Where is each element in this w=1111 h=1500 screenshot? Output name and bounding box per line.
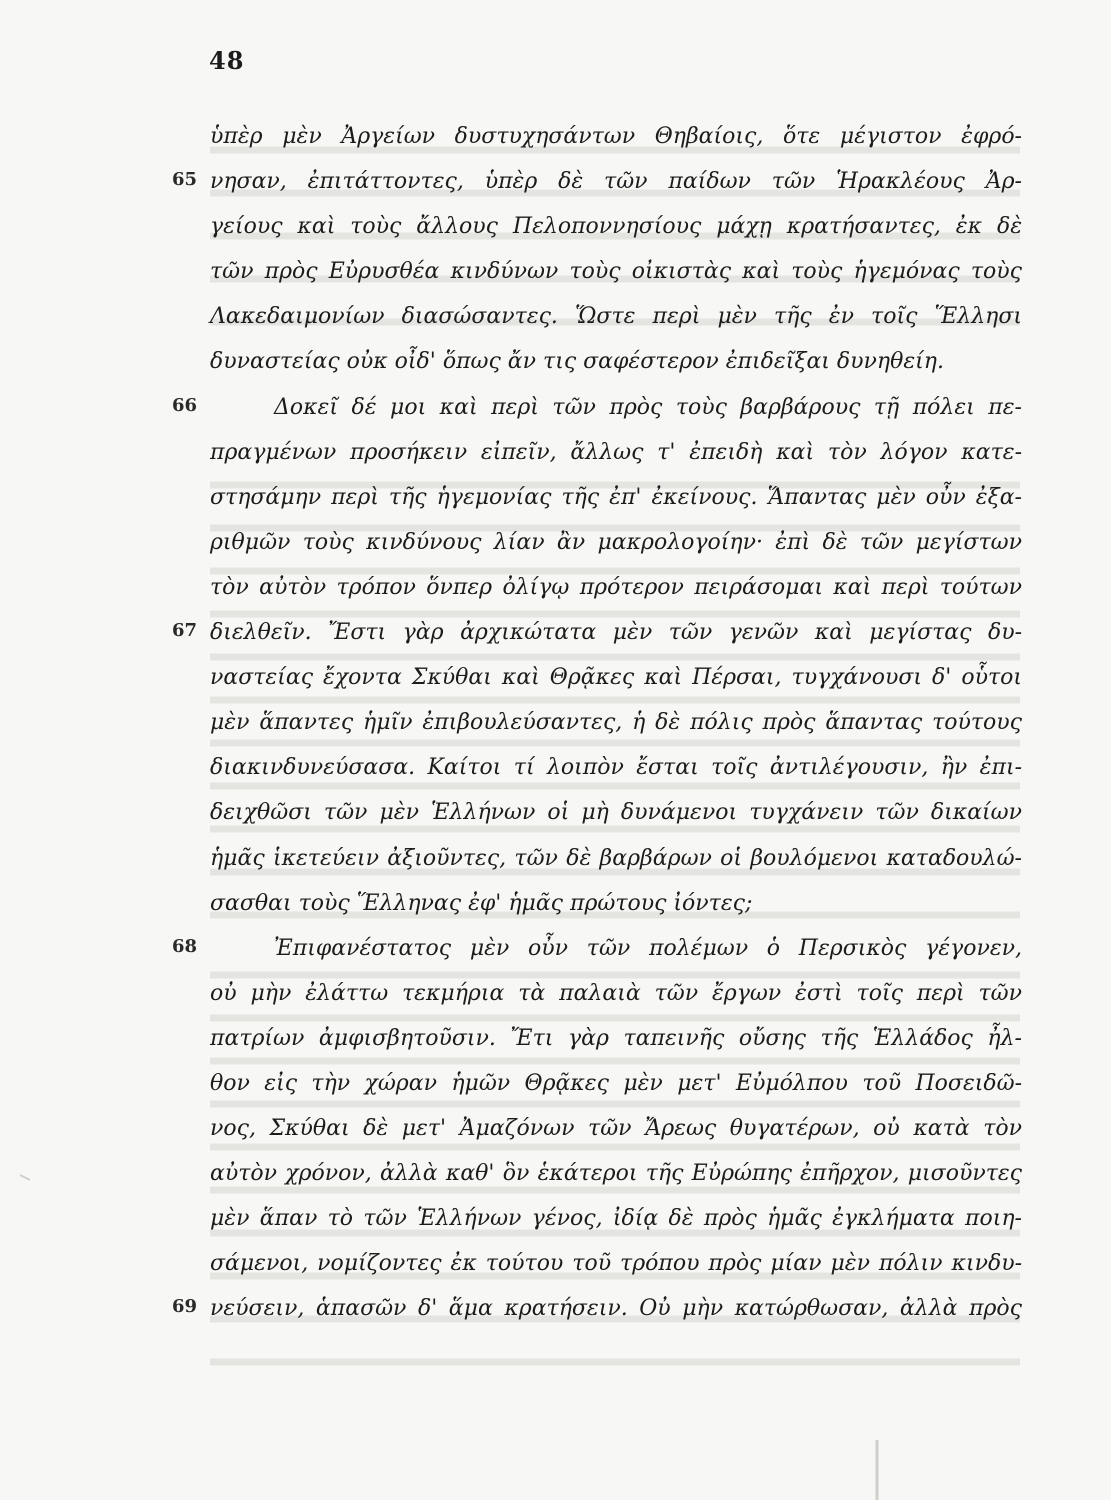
line-text: ναστείας ἔχοντα Σκύθαι καὶ Θρᾷκες καὶ Πέρσαι, τυγχάνουσι δ' οὗτοι bbox=[210, 665, 1022, 691]
line-text: νος, Σκύθαι δὲ μετ' Ἀμαζόνων τῶν Ἄρεως θυγατέρων, οὐ κατὰ τὸν bbox=[210, 1116, 1022, 1142]
line-text: τὸν αὐτὸν τρόπον ὅνπερ ὀλίγῳ πρότερον πειράσομαι καὶ περὶ τούτων bbox=[210, 574, 1022, 600]
text-line bbox=[0, 528, 1111, 573]
line-text: ριθμῶν τοὺς κινδύνους λίαν ἂν μακρολογοίην· ἐπὶ δὲ τῶν μεγίστων bbox=[210, 529, 1022, 555]
line-text: Ἐπιφανέστατος μὲν οὖν τῶν πολέμων ὁ Περσικὸς γέγονεν, bbox=[274, 935, 1022, 961]
page-number: 48 bbox=[209, 46, 245, 75]
line-text: νεύσειν, ἁπασῶν δ' ἅμα κρατήσειν. Οὐ μὴν κατώρθωσαν, ἀλλὰ πρὸς bbox=[210, 1296, 1022, 1322]
section-number: 68 bbox=[172, 935, 198, 957]
line-text: σάμενοι, νομίζοντες ἐκ τούτου τοῦ τρόπου πρὸς μίαν μὲν πόλιν κινδυ- bbox=[210, 1251, 1022, 1277]
line-text: νησαν, ἐπιτάττοντες, ὑπὲρ δὲ τῶν παίδων τῶν Ἡρακλέους Ἀρ- bbox=[210, 169, 1022, 195]
text-line bbox=[0, 1024, 1111, 1069]
line-text: πατρίων ἀμφισβητοῦσιν. Ἔτι γὰρ ταπεινῆς οὔσης τῆς Ἑλλάδος ἦλ- bbox=[210, 1025, 1022, 1051]
text-line bbox=[0, 1069, 1111, 1114]
text-line bbox=[0, 844, 1111, 889]
line-text: πραγμένων προσήκειν εἰπεῖν, ἄλλως τ' ἐπειδὴ καὶ τὸν λόγον κατε- bbox=[210, 439, 1022, 465]
text-line bbox=[0, 979, 1111, 1024]
line-text: σασθαι τοὺς Ἕλληνας ἐφ' ἡμᾶς πρώτους ἰόντες; bbox=[210, 890, 753, 916]
text-line bbox=[0, 1114, 1111, 1159]
line-text: Λακεδαιμονίων διασώσαντες. Ὥστε περὶ μὲν τῆς ἐν τοῖς Ἕλλησι bbox=[210, 304, 1022, 330]
line-text: διακινδυνεύσασα. Καίτοι τί λοιπὸν ἔσται τοῖς ἀντιλέγουσιν, ἢν ἐπι- bbox=[210, 755, 1022, 781]
line-text: οὐ μὴν ἐλάττω τεκμήρια τὰ παλαιὰ τῶν ἔργων ἐστὶ τοῖς περὶ τῶν bbox=[210, 980, 1022, 1006]
text-line bbox=[0, 438, 1111, 483]
line-text: τῶν πρὸς Εὐρυσθέα κινδύνων τοὺς οἰκιστὰς καὶ τοὺς ἡγεμόνας τοὺς bbox=[210, 259, 1022, 285]
line-text: αὐτὸν χρόνον, ἀλλὰ καθ' ὃν ἑκάτεροι τῆς Εὐρώπης ἐπῆρχον, μισοῦντες bbox=[210, 1161, 1022, 1187]
text-line bbox=[0, 122, 1111, 167]
text-line bbox=[0, 257, 1111, 302]
text-line bbox=[0, 393, 1111, 438]
line-text: γείους καὶ τοὺς ἄλλους Πελοποννησίους μάχῃ κρατήσαντες, ἐκ δὲ bbox=[210, 214, 1022, 240]
text-line bbox=[0, 1204, 1111, 1249]
line-text: ὑπὲρ μὲν Ἀργείων δυστυχησάντων Θηβαίοις, ὅτε μέγιστον ἐφρό- bbox=[210, 124, 1022, 149]
line-text: δυναστείας οὐκ οἶδ' ὅπως ἄν τις σαφέστερον ἐπιδεῖξαι δυνηθείη. bbox=[210, 349, 944, 375]
text-line bbox=[0, 798, 1111, 843]
line-text: στησάμην περὶ τῆς ἡγεμονίας τῆς ἐπ' ἐκείνους. Ἅπαντας μὲν οὖν ἐξα- bbox=[210, 484, 1022, 510]
body-text bbox=[0, 122, 1111, 1340]
text-line bbox=[0, 483, 1111, 528]
line-text: μὲν ἅπαντες ἡμῖν ἐπιβουλεύσαντες, ἡ δὲ πόλις πρὸς ἅπαντας τούτους bbox=[210, 710, 1022, 736]
text-line bbox=[0, 889, 1111, 934]
text-line bbox=[0, 167, 1111, 212]
text-line bbox=[0, 347, 1111, 392]
section-number: 66 bbox=[172, 394, 198, 416]
section-number: 65 bbox=[172, 169, 198, 191]
text-line bbox=[0, 663, 1111, 708]
line-text: διελθεῖν. Ἔστι γὰρ ἀρχικώτατα μὲν τῶν γενῶν καὶ μεγίστας δυ- bbox=[210, 620, 1022, 646]
text-line bbox=[0, 1159, 1111, 1204]
line-text: ἡμᾶς ἱκετεύειν ἀξιοῦντες, τῶν δὲ βαρβάρων οἱ βουλόμενοι καταδουλώ- bbox=[210, 845, 1022, 871]
section-number: 67 bbox=[172, 620, 198, 642]
section-number: 69 bbox=[172, 1296, 198, 1318]
line-text: μὲν ἅπαν τὸ τῶν Ἑλλήνων γένος, ἰδίᾳ δὲ πρὸς ἡμᾶς ἐγκλήματα ποιη- bbox=[210, 1206, 1022, 1232]
text-line bbox=[0, 708, 1111, 753]
text-line bbox=[0, 573, 1111, 618]
line-text: θον εἰς τὴν χώραν ἡμῶν Θρᾷκες μὲν μετ' Εὐμόλπου τοῦ Ποσειδῶ- bbox=[210, 1070, 1022, 1096]
text-line bbox=[0, 753, 1111, 798]
text-line bbox=[0, 934, 1111, 979]
line-text: Δοκεῖ δέ μοι καὶ περὶ τῶν πρὸς τοὺς βαρβάρους τῇ πόλει πε- bbox=[274, 394, 1022, 420]
text-line bbox=[0, 1294, 1111, 1339]
line-text: δειχθῶσι τῶν μὲν Ἑλλήνων οἱ μὴ δυνάμενοι τυγχάνειν τῶν δικαίων bbox=[210, 800, 1022, 826]
text-line bbox=[0, 618, 1111, 663]
text-line bbox=[0, 302, 1111, 347]
text-line bbox=[0, 1249, 1111, 1294]
text-line bbox=[0, 212, 1111, 257]
